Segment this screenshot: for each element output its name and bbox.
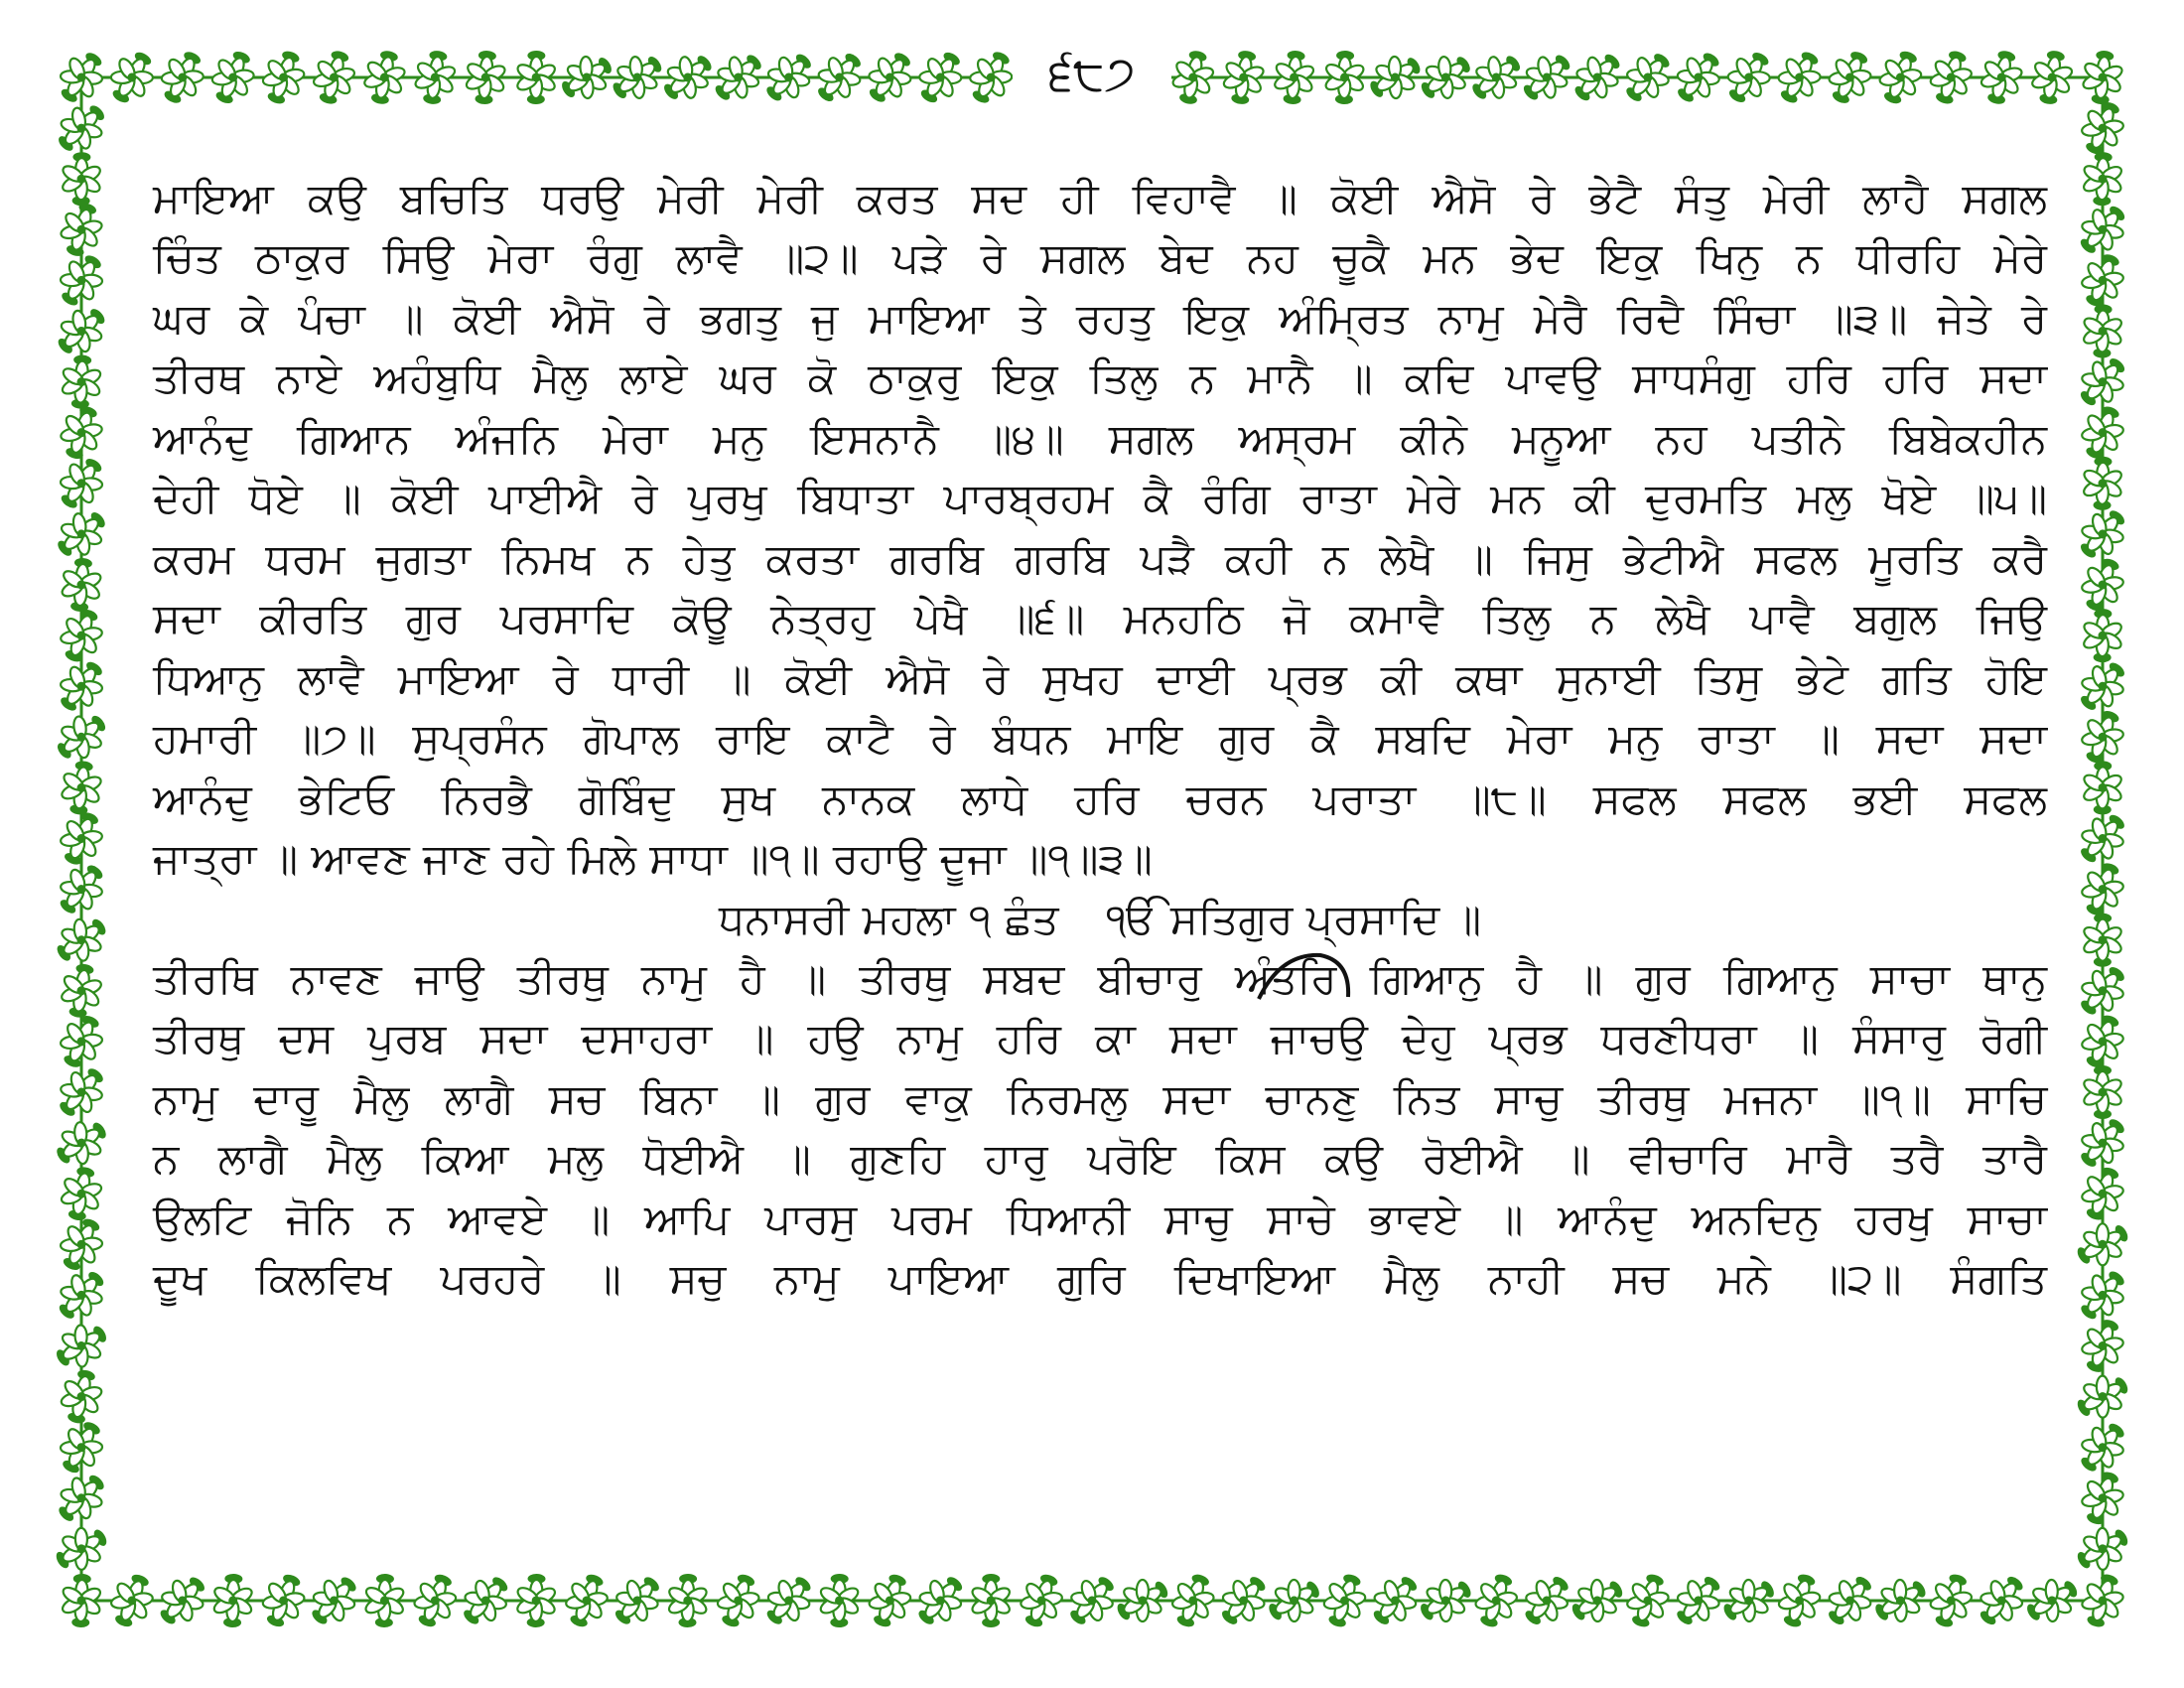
flower-icon [2082,914,2124,967]
flower-icon [59,556,105,613]
flower-icon [102,1568,161,1633]
flower-icon [2074,705,2132,770]
text-line: ਕਰਮ ਧਰਮ ਜੁਗਤਾ ਨਿਮਖ ਨ ਹੇਤੁ ਕਰਤਾ ਗਰਬਿ ਗਰਬਿ ਪੜੈ ਕਹੀ ਨ ਲੇਖੈ ॥ ਜਿਸੁ ਭੇਟੀਐ ਸਫਲ ਮੂਰਤਿ ਕਰੈ [153,534,2047,583]
text-line: ਮਾਇਆ ਕਉ ਬਚਿਤਿ ਧਰਉ ਮੇਰੀ ਮੇਰੀ ਕਰਤ ਸਦ ਹੀ ਵਿਹਾਵੈ ॥ ਕੋਈ ਐਸੋ ਰੇ ਭੇਟੈ ਸੰਤੁ ਮੇਰੀ ਲਾਹੈ ਸਗਲ [153,174,2047,222]
flower-icon [2074,857,2132,921]
flower-icon [53,603,111,667]
flower-icon [1316,1568,1374,1632]
text-line: ਉਲਟਿ ਜੋਨਿ ਨ ਆਵਏ ॥ ਆਪਿ ਪਾਰਸੁ ਪਰਮ ਧਿਆਨੀ ਸਾਚੁ ਸਾਚੇ ਭਾਵਏ ॥ ਆਨੰਦੁ ਅਨਦਿਨੁ ਹਰਖੁ ਸਾਚਾ [153,1195,2047,1243]
text-line: ਤੀਰਥੁ ਦਸ ਪੁਰਬ ਸਦਾ ਦਸਾਹਰਾ ॥ ਹਉ ਨਾਮੁ ਹਰਿ ਕਾ ਸਦਾ ਜਾਚਉ ਦੇਹੁ ਪ੍ਰਭ ਧਰਣੀਧਰਾ ॥ ਸੰਸਾਰੁ ਰੋਗੀ [153,1014,2047,1062]
flower-icon [1013,1568,1070,1632]
flower-icon [2081,304,2124,358]
flower-icon [2074,552,2132,618]
flower-icon [2081,152,2124,207]
heading-raag: ਧਨਾਸਰੀ ਮਹਲਾ ੧ ਛੰਤ [718,895,1059,943]
flower-icon [60,152,102,207]
flower-icon [58,759,106,817]
text-line: ਘਰ ਕੇ ਪੰਚਾ ॥ ਕੋਈ ਐਸੋ ਰੇ ਭਗਤੁ ਜੁ ਮਾਇਆ ਤੇ ਰਹਤੁ ਇਕੁ ਅੰਮ੍ਰਿਤ ਨਾਮੁ ਮੇਰੈ ਰਿਦੈ ਸਿੰਚਾ ॥੩॥ ਜੇਤੇ ਰੇ [153,294,2047,343]
flower-icon [54,198,109,261]
flower-icon [2074,1162,2131,1226]
flower-icon [1164,1568,1222,1632]
flower-icon [55,1366,107,1428]
text-line: ਹਮਾਰੀ ॥੭॥ ਸੁਪ੍ਰਸੰਨ ਗੋਪਾਲ ਰਾਇ ਕਾਟੈ ਰੇ ਬੰਧਨ ਮਾਇ ਗੁਰ ਕੈ ਸਬਦਿ ਮੇਰਾ ਮਨੁ ਰਾਤਾ ॥ ਸਦਾ ਸਦਾ [153,714,2047,763]
text-line: ਆਨੰਦੁ ਗਿਆਨ ਅੰਜਨਿ ਮੇਰਾ ਮਨੁ ਇਸਨਾਨੈ ॥੪॥ ਸਗਲ ਅਸ੍ਰਮ ਕੀਨੇ ਮਨੂਆ ਨਹ ਪਤੀਨੇ ਬਿਬੇਕਹੀਨ [153,414,2047,463]
flower-icon [2074,1314,2131,1378]
flower-icon [1871,45,1930,110]
text-line: ਤੀਰਥ ਨਾਏ ਅਹੰਬੁਧਿ ਮੈਲੁ ਲਾਏ ਘਰ ਕੋ ਠਾਕੁਰੁ ਇਕੁ ਤਿਲੁ ਨ ਮਾਨੈ ॥ ਕਦਿ ਪਾਵਉ ਸਾਧਸੰਗੁ ਹਰਿ ਹਰਿ ਸਦਾ [153,353,2047,402]
flower-icon [2075,1569,2131,1632]
flower-icon [57,961,106,1021]
flower-icon [152,44,213,110]
flower-icon [709,1568,767,1632]
flower-icon [204,45,263,110]
flower-icon [255,46,313,110]
flower-icon [1923,1569,1979,1633]
flower-icon [2074,1009,2131,1073]
flower-icon [1820,45,1880,111]
flower-icon [558,1568,616,1633]
flower-icon [2074,1466,2131,1530]
heading-mangal: ੴ ਸਤਿਗੁਰ ਪ੍ਰਸਾਦਿ ॥ [1106,895,1482,943]
text-line: ਦੇਹੀ ਧੋਏ ॥ ਕੋਈ ਪਾਈਐ ਰੇ ਪੁਰਖੁ ਬਿਧਾਤਾ ਪਾਰਬ੍ਰਹਮ ਕੈ ਰੰਗਿ ਰਾਤਾ ਮੇਰੇ ਮਨ ਕੀ ਦੁਰਮਤਿ ਮਲੁ ਖੋਏ ॥੫॥ [153,474,2047,522]
flower-icon [52,805,111,871]
flower-icon [861,1568,919,1632]
flower-icon [59,354,103,410]
text-line: ਤੀਰਥਿ ਨਾਵਣ ਜਾਉ ਤੀਰਥੁ ਨਾਮੁ ਹੈ ॥ ਤੀਰਥੁ ਸਬਦ ਬੀਚਾਰੁ ਅੰਤਰਿ ਗਿਆਨੁ ਹੈ ॥ ਗੁਰ ਗਿਆਨੁ ਸਾਚਾ ਥਾਨੁ [153,954,2047,1003]
flower-icon [56,1164,107,1224]
flower-icon [1619,1569,1677,1633]
flower-icon [406,1568,465,1633]
flower-icon [307,46,361,108]
heading-line [153,892,2047,947]
text-line: ਧਿਆਨੁ ਲਾਵੈ ਮਾਇਆ ਰੇ ਧਾਰੀ ॥ ਕੋਈ ਐਸੋ ਰੇ ਸੁਖਹ ਦਾਈ ਪ੍ਰਭ ਕੀ ਕਥਾ ਸੁਨਾਈ ਤਿਸੁ ਭੇਟੇ ਗਤਿ ਹੋਇ [153,654,2047,703]
flower-icon [2073,95,2131,161]
flower-icon [1467,1569,1525,1633]
text-line: ਨਾਮੁ ਦਾਰੂ ਮੈਲੁ ਲਾਗੈ ਸਚ ਬਿਨਾ ॥ ਗੁਰ ਵਾਕੁ ਨਿਰਮਲੁ ਸਦਾ ਚਾਨਣੁ ਨਿਤ ਸਾਚੁ ਤੀਰਥੁ ਮਜਨਾ ॥੧॥ ਸਾਚਿ [153,1074,2047,1123]
flower-icon [1923,46,1979,109]
text-line: ਆਨੰਦੁ ਭੇਟਿਓ ਨਿਰਭੈ ਗੋਬਿੰਦੁ ਸੁਖ ਨਾਨਕ ਲਾਧੇ ਹਰਿ ਚਰਨ ਪਰਾਤਾ ॥੮॥ ਸਫਲ ਸਫਲ ਭਈ ਸਫਲ [153,774,2047,823]
flower-icon [2073,400,2131,466]
flower-icon [2082,761,2124,814]
flower-icon [2073,247,2131,313]
text-line: ਸਦਾ ਕੀਰਤਿ ਗੁਰ ਪਰਸਾਦਿ ਕੋਊ ਨੇਤ੍ਰਹੁ ਪੇਖੈ ॥੬॥ ਮਨਹਠਿ ਜੋ ਕਮਾਵੈ ਤਿਲੁ ਨ ਲੇਖੈ ਪਾਵੈ ਬਗੁਲ ਜਿਉ [153,594,2047,642]
text-line: ਦੂਖ ਕਿਲਵਿਖ ਪਰਹਰੇ ॥ ਸਚੁ ਨਾਮੁ ਪਾਇਆ ਗੁਰਿ ਦਿਖਾਇਆ ਮੈਲੁ ਨਾਹੀ ਸਚ ਮਨੇ ॥੨॥ ਸੰਗਤਿ [153,1254,2047,1303]
flower-icon [254,1568,313,1633]
flower-icon [53,400,109,465]
text-line: ਚਿੰਤ ਠਾਕੁਰ ਸਿਉ ਮੇਰਾ ਰੰਗੁ ਲਾਵੈ ॥੨॥ ਪੜੇ ਰੇ ਸਗਲ ਬੇਦ ਨਹ ਚੂਕੈ ਮਨ ਭੇਦ ਇਕੁ ਖਿਨੁ ਨ ਧੀਰਹਿ ਮੇਰੇ [153,233,2047,282]
text-line: ਜਾਤ੍ਰਾ ॥ ਆਵਣ ਜਾਣ ਰਹੇ ਮਿਲੇ ਸਾਧਾ ॥੧॥ ਰਹਾਉ ਦੂਜਾ ॥੧॥੩॥ [153,834,1153,883]
flower-icon [1768,44,1831,111]
flower-icon [2082,1065,2123,1119]
text-line: ਨ ਲਾਗੈ ਮੈਲੁ ਕਿਆ ਮਲੁ ਧੋਈਐ ॥ ਗੁਣਹਿ ਹਾਰੁ ਪਰੋਇ ਕਿਸ ਕਉ ਰੋਈਐ ॥ ਵੀਚਾਰਿ ਮਾਰੈ ਤਰੈ ਤਾਰੈ [153,1134,2047,1183]
flower-icon [2081,609,2123,663]
flower-icon [1771,1569,1828,1633]
page-number: ੬੮੭ [1013,44,1171,103]
flower-icon [2081,456,2123,510]
